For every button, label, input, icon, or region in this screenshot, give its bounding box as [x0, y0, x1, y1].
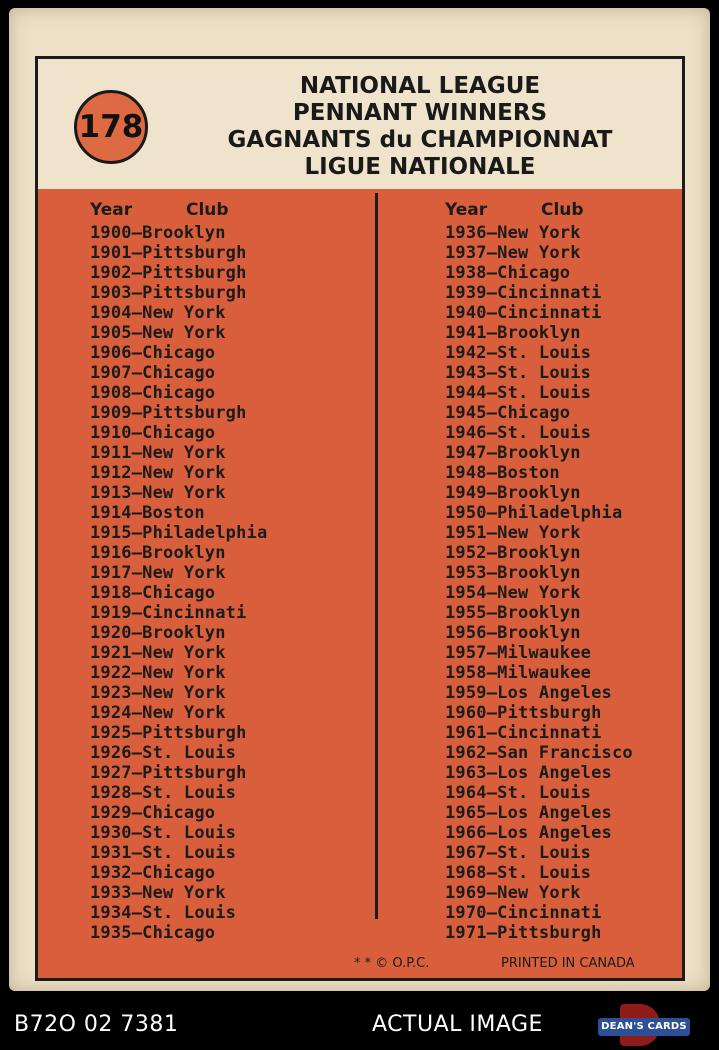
pennant-row: 1930—St. Louis	[90, 823, 237, 843]
pennant-row: 1971—Pittsburgh	[445, 923, 602, 943]
pennant-row: 1934—St. Louis	[90, 903, 237, 923]
pennant-row: 1967—St. Louis	[445, 843, 592, 863]
listing-bar	[0, 1000, 719, 1050]
pennant-row: 1959—Los Angeles	[445, 683, 612, 703]
pennant-row: 1922—New York	[90, 663, 226, 683]
pennant-row: 1935—Chicago	[90, 923, 216, 943]
club-header: Club	[186, 200, 229, 220]
pennant-row: 1949—Brooklyn	[445, 483, 581, 503]
pennant-row: 1960—Pittsburgh	[445, 703, 602, 723]
printed-in-text: PRINTED IN CANADA	[501, 956, 635, 971]
pennant-row: 1923—New York	[90, 683, 226, 703]
actual-image-label: ACTUAL IMAGE	[372, 1012, 543, 1037]
pennant-row: 1939—Cincinnati	[445, 283, 602, 303]
pennant-row: 1969—New York	[445, 883, 581, 903]
pennant-row: 1915—Philadelphia	[90, 523, 268, 543]
pennant-row: 1912—New York	[90, 463, 226, 483]
copyright-text: * * © O.P.C.	[354, 956, 430, 971]
pennant-row: 1903—Pittsburgh	[90, 283, 247, 303]
title-line: NATIONAL LEAGUE	[299, 73, 541, 99]
pennant-row: 1917—New York	[90, 563, 226, 583]
pennant-row: 1901—Pittsburgh	[90, 243, 247, 263]
card-number-badge: 178	[74, 90, 148, 164]
winners-column-left	[90, 197, 267, 943]
pennant-row: 1921—New York	[90, 643, 226, 663]
title-line: LIGUE NATIONALE	[304, 154, 536, 180]
pennant-row: 1919—Cincinnati	[90, 603, 247, 623]
logo-text: DEAN'S CARDS	[598, 1018, 690, 1036]
pennant-row: 1954—New York	[445, 583, 581, 603]
pennant-row: 1944—St. Louis	[445, 383, 592, 403]
pennant-row: 1952—Brooklyn	[445, 543, 581, 563]
pennant-row: 1947—Brooklyn	[445, 443, 581, 463]
pennant-row: 1900—Brooklyn	[90, 223, 226, 243]
pennant-row: 1941—Brooklyn	[445, 323, 581, 343]
pennant-row: 1940—Cincinnati	[445, 303, 602, 323]
pennant-row: 1908—Chicago	[90, 383, 216, 403]
pennant-row: 1927—Pittsburgh	[90, 763, 247, 783]
pennant-row: 1916—Brooklyn	[90, 543, 226, 563]
winners-column-right	[445, 197, 633, 943]
card-back	[9, 8, 710, 991]
winners-panel	[38, 189, 682, 978]
pennant-row: 1950—Philadelphia	[445, 503, 623, 523]
pennant-row: 1932—Chicago	[90, 863, 216, 883]
pennant-row: 1929—Chicago	[90, 803, 216, 823]
pennant-row: 1911—New York	[90, 443, 226, 463]
winners-list-left	[90, 223, 267, 943]
pennant-row: 1964—St. Louis	[445, 783, 592, 803]
pennant-row: 1928—St. Louis	[90, 783, 237, 803]
pennant-row: 1902—Pittsburgh	[90, 263, 247, 283]
pennant-row: 1905—New York	[90, 323, 226, 343]
column-header	[90, 197, 267, 223]
pennant-row: 1945—Chicago	[445, 403, 571, 423]
pennant-row: 1946—St. Louis	[445, 423, 592, 443]
pennant-row: 1965—Los Angeles	[445, 803, 612, 823]
pennant-row: 1931—St. Louis	[90, 843, 237, 863]
year-header: Year	[445, 200, 488, 220]
year-header: Year	[90, 200, 133, 220]
title-line: GAGNANTS du CHAMPIONNAT	[227, 127, 613, 153]
pennant-row: 1953—Brooklyn	[445, 563, 581, 583]
pennant-row: 1920—Brooklyn	[90, 623, 226, 643]
pennant-row: 1933—New York	[90, 883, 226, 903]
winners-list-right	[445, 223, 633, 943]
pennant-row: 1942—St. Louis	[445, 343, 592, 363]
pennant-row: 1968—St. Louis	[445, 863, 592, 883]
pennant-row: 1909—Pittsburgh	[90, 403, 247, 423]
pennant-row: 1966—Los Angeles	[445, 823, 612, 843]
club-header: Club	[541, 200, 584, 220]
pennant-row: 1904—New York	[90, 303, 226, 323]
pennant-row: 1937—New York	[445, 243, 581, 263]
pennant-row: 1955—Brooklyn	[445, 603, 581, 623]
pennant-row: 1943—St. Louis	[445, 363, 592, 383]
cert-number: B72O 02 7381	[14, 1012, 179, 1037]
pennant-row: 1913—New York	[90, 483, 226, 503]
pennant-row: 1958—Milwaukee	[445, 663, 592, 683]
pennant-row: 1938—Chicago	[445, 263, 571, 283]
pennant-row: 1951—New York	[445, 523, 581, 543]
pennant-row: 1962—San Francisco	[445, 743, 633, 763]
pennant-row: 1956—Brooklyn	[445, 623, 581, 643]
pennant-row: 1914—Boston	[90, 503, 205, 523]
column-divider	[375, 193, 378, 919]
card-title	[210, 73, 630, 181]
card-frame	[35, 56, 685, 981]
title-line: PENNANT WINNERS	[292, 100, 548, 126]
pennant-row: 1961—Cincinnati	[445, 723, 602, 743]
pennant-row: 1925—Pittsburgh	[90, 723, 247, 743]
pennant-row: 1906—Chicago	[90, 343, 216, 363]
pennant-row: 1924—New York	[90, 703, 226, 723]
column-header	[445, 197, 633, 223]
pennant-row: 1926—St. Louis	[90, 743, 237, 763]
pennant-row: 1957—Milwaukee	[445, 643, 592, 663]
pennant-row: 1948—Boston	[445, 463, 560, 483]
card-header	[38, 59, 682, 189]
pennant-row: 1907—Chicago	[90, 363, 216, 383]
pennant-row: 1970—Cincinnati	[445, 903, 602, 923]
pennant-row: 1936—New York	[445, 223, 581, 243]
pennant-row: 1918—Chicago	[90, 583, 216, 603]
deans-cards-logo	[598, 1008, 690, 1042]
pennant-row: 1963—Los Angeles	[445, 763, 612, 783]
pennant-row: 1910—Chicago	[90, 423, 216, 443]
